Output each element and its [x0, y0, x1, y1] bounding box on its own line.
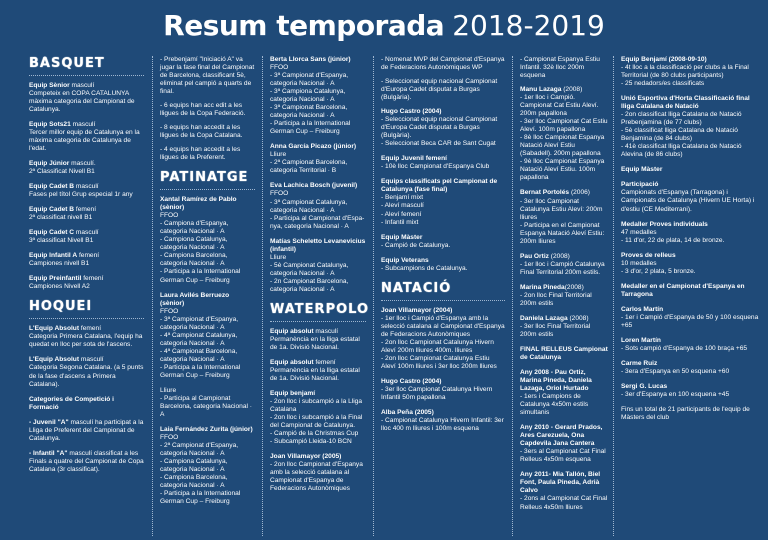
person-text: - 1er lloc i Campió d'Espanya amb la selecció catalana al Campionat d'Espanya de Federacions Autonòmiques - 2on lloc Campionat Catalunya Hivern Aleví 200m lliures 400m. lliures - 2on lloc Campionat Catalunya Estiu Aleví 100m lliures i 3er lloc 200m lliures — [381, 314, 505, 370]
natacio-clubs-list — [621, 56, 759, 422]
result-line: Lliure — [270, 253, 287, 261]
person-text: - 1er lloc i Campió Catalunya Final Territorial 200m estils. — [520, 260, 605, 276]
result-line: - 2n Campionat Barcelona, categoria Nacional · A — [270, 277, 349, 293]
result-line: FFOO — [270, 64, 289, 72]
result-line: - Campiona Barcelona, categoria Nacional · A — [160, 252, 228, 268]
person-name: Equips classificats pel Campionat de Catalunya (fase final) — [381, 178, 498, 194]
person-entry — [381, 307, 505, 371]
person-text: - Seleccionat equip nacional Campionat d'Europa Cadet disputat a Burgas (Bulgària). - Seleccionat Beca CAR de Sant Cugat — [381, 116, 498, 148]
patinatge-list — [160, 196, 255, 506]
person-heading — [520, 315, 608, 323]
person-name: Hugo Castro (2004) — [381, 108, 442, 116]
page-title — [0, 9, 768, 43]
person-heading — [381, 108, 505, 116]
person-heading — [520, 471, 608, 495]
person-heading — [520, 369, 608, 393]
result-line: FFOO — [160, 212, 179, 220]
person-text: - Campió de Catalunya. — [381, 241, 451, 249]
entry-qualifier: masculí. — [69, 160, 96, 168]
person-text: - 2on classificat lliga Catalana de Natació Prebenjamina (de 77 clubs) - 5è classificat lliga Catalana de Natació Benjamina (de 84 clubs) - 41è classificat lliga Catalana de Natació Alevina (de 86 clubs) — [621, 111, 742, 159]
person-entry — [621, 383, 759, 399]
entry-text: 2ª Classificat Nivell B1 — [29, 168, 95, 176]
entry-name: Equip absolut — [270, 327, 314, 335]
entry-text: - 2on lloc Campionat d'Espanya amb la selecció catalana al Campionat d'Espanya de Federacions Autonòmiques — [270, 461, 363, 493]
person-text: - Sots campió d'Espanya de 100 braça +65 — [621, 344, 748, 352]
person-name: Sergi G. Lucas — [621, 383, 668, 390]
natacio-list-continued — [520, 86, 608, 511]
column-1 — [22, 56, 148, 536]
basquet-list — [29, 82, 144, 292]
entry-name: Equip Cadet C — [29, 229, 75, 237]
line-item: - Nomenat MVP del Campionat d'Espanya de Federacions Autonòmiques WP — [381, 56, 505, 72]
person-name: Laia Fernández Zurita (júnior) — [160, 426, 253, 434]
person-name: Equip Màster — [621, 166, 663, 174]
line-item: - Campionat Espanya Estiu Infantil. 32è lloc 200m esquena — [520, 56, 600, 80]
entry-heading — [270, 328, 366, 336]
person-entry — [381, 257, 505, 273]
result-line: - Participa a la International German Cup – Freiburg — [160, 268, 241, 284]
entry-heading — [29, 229, 144, 237]
person-entry — [270, 238, 366, 294]
result-line: FFOO — [270, 190, 289, 198]
entry-heading — [29, 275, 144, 283]
entry-name: Equip Preinfantil — [29, 275, 82, 283]
entry-name: Equip Cadet B — [29, 206, 75, 214]
entry-text: Campiones Nivell A2 — [29, 283, 90, 291]
person-name: Medaller Proves individuals — [621, 220, 708, 228]
entry — [29, 275, 144, 291]
patinatge-list-continued — [270, 56, 366, 294]
person-text: - 3er lloc Final Territorial 200m estils — [520, 322, 591, 338]
line-item: - Seleccionat equip nacional Campionat d'Europa Cadet disputat a Burgas (Bulgària). — [381, 78, 498, 102]
natacio-top-lines — [520, 56, 608, 80]
entry-qualifier: masculí — [69, 81, 95, 89]
person-name: Equip Veterans — [381, 256, 429, 264]
entry-qualifier: femení — [74, 206, 97, 214]
result-line: - 4ª Campionat Catalunya, categoria Nacional · A — [160, 331, 238, 347]
person-name: Anna García Picazo (júnior) — [270, 143, 357, 151]
column-6 — [613, 56, 763, 536]
line-item: - 6 equips han acc edit a les lligues de la Copa Federació. — [160, 102, 246, 118]
entry-name: Equip Infantil A — [29, 252, 78, 260]
entry-name: Equip Sots21 — [29, 120, 71, 128]
entry — [29, 252, 144, 268]
entry-qualifier: masculí — [74, 229, 99, 237]
entry-heading — [29, 121, 144, 129]
waterpolo-list — [270, 328, 366, 494]
entry — [29, 160, 144, 176]
person-heading — [381, 155, 505, 163]
section-heading-basquet: BÀSQUET — [29, 56, 144, 76]
person-entry — [160, 196, 255, 284]
person-heading — [621, 360, 759, 368]
person-text: - Campionat Catalunya Hivern Infantil: 3er lloc 400 m lliures i 100m esquena — [381, 416, 504, 432]
person-entry — [270, 56, 366, 136]
person-text: - 10è lloc Campionat d'Espanya Club — [381, 163, 490, 171]
result-line: - 3ª Campionat Catalunya, categoria Nacional · A — [270, 198, 348, 214]
entry-text: Competeix en COPA CATALUNYA màxima categoria del Campionat de Catalunya. — [29, 89, 135, 113]
person-text: - 3er lloc Campionat Catalunya Hivern Infantil 50m papallona — [381, 385, 493, 401]
entry-heading — [29, 82, 144, 90]
entry-name: L'Equip Absolut — [29, 325, 80, 333]
entry — [29, 325, 144, 349]
person-entry — [381, 178, 505, 226]
result-line: - 3ª Campionat d'Espanya, categoria Nacional · A — [270, 72, 349, 88]
person-name: Equip Juvenil femení — [381, 155, 447, 163]
entry-name: Equip Sènior — [29, 81, 70, 89]
entry-qualifier: masculí ha participat a la Lliga de Preferent del Campionat de Catalunya. — [29, 418, 144, 442]
person-year: (2006) — [569, 189, 591, 197]
entry-name: Equip benjamí — [270, 389, 316, 397]
person-year: (2008) — [548, 252, 570, 260]
person-heading — [621, 181, 759, 189]
person-entry — [621, 337, 759, 353]
entry — [29, 121, 144, 153]
person-text: Fins un total de 21 participants de l'equip de Màsters del club — [621, 406, 750, 422]
person-heading — [621, 95, 759, 111]
column-3 — [262, 56, 370, 536]
person-name: Matías Scheletto Levanevicius (infantil) — [270, 237, 366, 253]
person-text: - Subcampions de Catalunya. — [381, 264, 468, 272]
person-text: - 3er d'Espanya en 100 esquena +45 — [621, 391, 730, 399]
person-text: - 4t lloc a la classificació per clubs a la Final Territorial (de 80 clubs participants) - 25 nedadors/es classificats — [621, 64, 749, 88]
person-text: - 1ers i Campions de Catalunya 4x50m estils simultanis — [520, 393, 589, 417]
person-heading — [381, 178, 505, 194]
result-line: - 4ª Campionat Barcelona, categoria Nacional · A — [160, 347, 238, 363]
entry — [29, 356, 144, 388]
result-line: - Participa a la International German Cup – Freiburg — [270, 120, 351, 136]
person-year: (2008) — [561, 86, 583, 94]
entry-text: Permanència en la lliga estatal de 1a. Divisió Nacional. — [270, 366, 360, 382]
entry-text: 2ª classificat nivell B1 — [29, 214, 93, 222]
person-name: Joan Villamayor (2004) — [381, 306, 453, 314]
person-entry — [520, 253, 608, 277]
person-name: Medaller en el Campionat d'Espanya en Tarragona — [621, 282, 745, 298]
person-heading — [520, 253, 608, 261]
entry-name: - Juvenil "A" — [29, 418, 69, 426]
person-heading — [621, 56, 759, 64]
person-name: Proves de relleus — [621, 251, 676, 259]
person-entry — [520, 471, 608, 511]
person-heading — [381, 234, 505, 242]
person-name: Any 2011- Mia Tallón, Biel Font, Paula Pineda, Adrià Calvo — [520, 471, 601, 495]
entry-heading — [29, 356, 144, 364]
entry-qualifier: femení — [79, 325, 102, 333]
result-line: Lliure — [270, 151, 287, 159]
person-year: (2008) — [567, 314, 589, 322]
entry — [29, 396, 144, 412]
result-line: Lliure — [160, 386, 177, 394]
result-line: - Participa a la International German Cup – Freiburg — [160, 490, 241, 506]
person-entry — [621, 221, 759, 245]
person-name: Participació — [621, 181, 659, 189]
result-line: - Campiona Barcelona, categoria Nacional · A — [160, 474, 228, 490]
result-line: - Campiona Catalunya, categoria Nacional · A — [160, 236, 228, 252]
person-name: Laura Avilés Berruezo (sènior) — [160, 291, 230, 307]
entry-heading — [29, 450, 144, 474]
entry — [270, 359, 366, 383]
person-entry — [520, 424, 608, 464]
waterpolo-top-lines — [381, 56, 505, 102]
person-text: - Benjamí mixt - Aleví masculí - Aleví femení - Infantil mixt — [381, 194, 424, 226]
entry-name: Joan Villamayor (2005) — [270, 453, 342, 461]
hoquei-list — [29, 325, 144, 473]
person-text: - 1er lloc i Campió. Campionat Cat Estiu Aleví. 200m papallona - 3er lloc Campionat Cat Estiu Aleví. 100m papallona - 8è lloc Campionat Espanya Natació Aleví Estiu (Sabadell). 200m papallona - 9è lloc Campionat Espanya Natació Aleví Estiu. 100m papallona — [520, 94, 608, 182]
person-entry — [381, 378, 505, 402]
section-heading-natacio: NATACIÓ — [381, 281, 505, 301]
person-text: - 1er i Campió d'Espanya de 50 y 100 esquena +65 — [621, 313, 759, 329]
entry — [29, 419, 144, 443]
person-heading — [520, 189, 608, 197]
person-heading — [621, 166, 759, 174]
person-entry — [621, 95, 759, 159]
person-heading — [520, 346, 608, 362]
person-year: (2008) — [564, 283, 584, 291]
section-heading-hoquei: HOQUEI — [29, 299, 144, 319]
entry-heading — [270, 390, 366, 398]
person-entry — [621, 181, 759, 213]
entry — [29, 206, 144, 222]
person-entry — [270, 143, 366, 175]
person-entry — [381, 409, 505, 433]
entry-heading — [29, 419, 144, 443]
result-line: - 3ª Campionat d'Espanya, categoria Nacional · A — [160, 315, 239, 331]
section-heading-waterpolo: WATERPOLO — [270, 302, 366, 322]
result-line: - Participa a la International German Cup – Freiburg — [160, 363, 241, 379]
person-name: Alba Peña (2005) — [381, 408, 434, 416]
person-heading — [381, 307, 505, 315]
person-text: - 3ers al Campionat Cat Final Relleus 4x50m esquena — [520, 448, 606, 464]
person-entry — [520, 189, 608, 245]
entry-heading — [29, 396, 144, 412]
person-text: - 3era d'Espanya en 50 esquena +60 — [621, 367, 730, 375]
entry-name: Equip Júnior — [29, 160, 70, 168]
person-heading — [621, 337, 759, 345]
person-heading — [621, 383, 759, 391]
person-text: - 3er lloc Campionat Catalunya Estiu Aleví: 200m lliures - Participa en el Campionat Espanya Natació Aleví Estiu: 200m lliures — [520, 197, 605, 245]
entry-qualifier: masculí — [79, 356, 104, 364]
person-heading — [520, 86, 608, 94]
result-line: - 2ª Campionat d'Espanya, categoria Nacional · A — [160, 442, 239, 458]
entry-qualifier: masculí — [313, 327, 339, 335]
entry-name: Equip Cadet B — [29, 183, 75, 191]
person-name: Equip Benjamí (2008-09-10) — [621, 56, 707, 63]
waterpolo-list-continued — [381, 108, 505, 273]
person-name: Equip Màster — [381, 233, 423, 241]
person-entry — [381, 155, 505, 171]
entry-text: - 2on lloc i subcampió a la Lliga Catalana - 2on lloc i subcampió a la Final del Campionat de Catalunya. - Campió de la Christmas Cup - Subcampió Lleida-10 BCN — [270, 397, 363, 446]
result-line: - 5è Campionat Catalunya, categoria Nacional · A — [270, 261, 349, 277]
person-heading — [621, 221, 759, 229]
entry-text: Categoria Segona Catalana. (a 5 punts de la fase d'ascens a Primera Catalana). — [29, 364, 144, 388]
person-entry — [381, 234, 505, 250]
person-name: Manu Lazaga — [520, 86, 562, 94]
person-name: Marina Pineda — [520, 283, 565, 291]
person-name: Berta Llorca Sans (júnior) — [270, 56, 351, 63]
person-name: Carme Ruiz — [621, 359, 658, 367]
entry — [29, 450, 144, 474]
entry-qualifier: femení — [81, 275, 104, 283]
entry-name: - Infantil "A" — [29, 449, 68, 457]
entry-heading — [29, 160, 144, 168]
entry-qualifier: masculí — [74, 183, 99, 191]
natacio-list — [381, 307, 505, 433]
column-2 — [152, 56, 259, 536]
entry — [29, 82, 144, 114]
person-entry — [621, 56, 759, 88]
person-heading — [520, 424, 608, 448]
hoquei-categories-list — [160, 56, 255, 162]
line-item: - 8 equips han accedit a les lligues de la Copa Catalana. — [160, 124, 243, 140]
result-line: - Participa al Campionat Barcelona, categoria Nacional · A — [160, 394, 252, 418]
person-name: Hugo Castro (2004) — [381, 377, 442, 385]
entry-text: Permanència en la lliga estatal de 1a. Divisió Nacional. — [270, 335, 360, 351]
person-heading — [621, 283, 759, 299]
entry-text: Categoria Primera Catalana, l'equip ha quedat en lloc per sota de l'ascens. — [29, 333, 143, 349]
entry-heading — [29, 183, 144, 191]
entry — [270, 453, 366, 493]
entry-name: Equip absolut — [270, 358, 314, 366]
result-line: - 3ª Campiona Catalunya, categoria Nacional · A — [270, 88, 346, 104]
person-name: Any 2010 - Gerard Prados, Ares Carezuela, Ona Capdevila Jana Cantera — [520, 424, 603, 448]
person-text: - 2on lloc Final Territorial 200m estils — [520, 291, 592, 307]
person-entry — [621, 306, 759, 330]
person-entry — [270, 182, 366, 230]
entry-qualifier: masculí — [70, 120, 96, 128]
entry — [29, 229, 144, 245]
person-entry — [621, 252, 759, 276]
person-text: Campionats d'Espanya (Tarragona) i Campionats de Catalunya (Hivern UE Horta) i d'estiu (CE Mediterrani). — [621, 189, 755, 213]
person-name: Eva Lachica Bosch (juvenil) — [270, 182, 358, 190]
entry — [270, 328, 366, 352]
entry-qualifier: femení — [313, 358, 336, 366]
person-heading — [381, 378, 505, 386]
result-line: - Campiona d'Espanya, categoria Nacional · A — [160, 220, 229, 236]
person-entry — [621, 360, 759, 376]
entry-heading — [29, 206, 144, 214]
person-name: Carlos Martín — [621, 305, 664, 313]
person-entry — [160, 387, 255, 419]
person-entry — [381, 108, 505, 148]
person-entry — [621, 406, 759, 422]
person-name: Xantal Ramírez de Pablo (sènior) — [160, 196, 237, 212]
entry-text: 3ª classificat Nivell B1 — [29, 237, 94, 245]
entry-name: Categories de Competició i Formació — [29, 395, 115, 411]
result-line: FFOO — [160, 307, 179, 315]
person-heading — [621, 252, 759, 260]
person-name: Any 2008 - Pau Ortiz, Marina Pineda, Daniela Lazaga, Oriol Hurtado — [520, 369, 592, 393]
person-name: Daniela Lazaga — [520, 314, 568, 322]
person-entry — [520, 315, 608, 339]
title-years: 2018-2019 — [452, 9, 605, 42]
person-entry — [520, 346, 608, 362]
person-name: Bernat Portolés — [520, 189, 570, 197]
entry-heading — [29, 252, 144, 260]
result-line: - 2ª Campionat Barcelona, categoria Territorial · B — [270, 159, 348, 175]
entry-qualifier: femení — [77, 252, 100, 260]
person-text: 47 medalles - 11 d'or, 22 de plata, 14 de bronze. — [621, 228, 725, 244]
person-entry — [520, 86, 608, 182]
entry-qualifier: masculí classificat a les Finals a quatre del Campionat de Copa Catalana (3r classificat). — [29, 449, 144, 473]
person-entry — [520, 284, 608, 308]
person-heading — [381, 257, 505, 265]
column-5 — [512, 56, 612, 536]
person-heading — [520, 284, 608, 292]
line-item: - Prebenjamí "Iniciació A" va jugar la fase final del Campionat de Barcelona, classificant 5è, eliminat pel campió a quarts de final. — [160, 56, 255, 96]
entry — [270, 390, 366, 446]
person-entry — [160, 426, 255, 506]
line-item: - 4 equips han accedit a les lligues de la Preferent. — [160, 146, 241, 162]
person-entry — [160, 292, 255, 380]
entry — [29, 183, 144, 199]
person-heading — [381, 409, 505, 417]
entry-text: Tercer millor equip de Catalunya en la màxima categoria de Catalunya de l'edat. — [29, 129, 140, 153]
person-heading — [621, 306, 759, 314]
person-name: Loren Martín — [621, 336, 661, 344]
result-line: - Campiona Catalunya, categoria Nacional · A — [160, 458, 228, 474]
entry-heading — [29, 325, 144, 333]
person-entry — [621, 283, 759, 299]
person-text: - 2ons al Campionat Cat Final Relleus 4x50m lliures — [520, 495, 608, 511]
person-name: Unió Esportiva d'Horta Classificació final lliga Catalana de Natació — [621, 95, 750, 111]
entry-heading — [270, 453, 366, 461]
person-name: FINAL RELLEUS Campionat de Catalunya — [520, 345, 608, 361]
person-name: Pau Ortiz — [520, 252, 549, 260]
entry-name: L'Equip Absolut — [29, 356, 80, 364]
result-line: FFOO — [160, 434, 179, 442]
person-text: 10 medalles - 3 d'or, 2 plata, 5 bronze. — [621, 259, 696, 275]
person-entry — [621, 166, 759, 174]
entry-heading — [270, 359, 366, 367]
section-heading-patinatge: PATINATGE — [160, 170, 255, 190]
title-main: Resum temporada — [163, 9, 445, 42]
result-line: - Participa al Campionat d'Espa-nya, categoria Nacional · A — [270, 214, 365, 230]
entry-text: Fases pel títol Grup especial 1r any — [29, 191, 133, 199]
result-line: - 3ª Campionat Barcelona, categoria Nacional · A — [270, 104, 348, 120]
person-entry — [520, 369, 608, 417]
entry-text: Campiones nivell B1 — [29, 260, 90, 268]
column-4 — [373, 56, 509, 536]
